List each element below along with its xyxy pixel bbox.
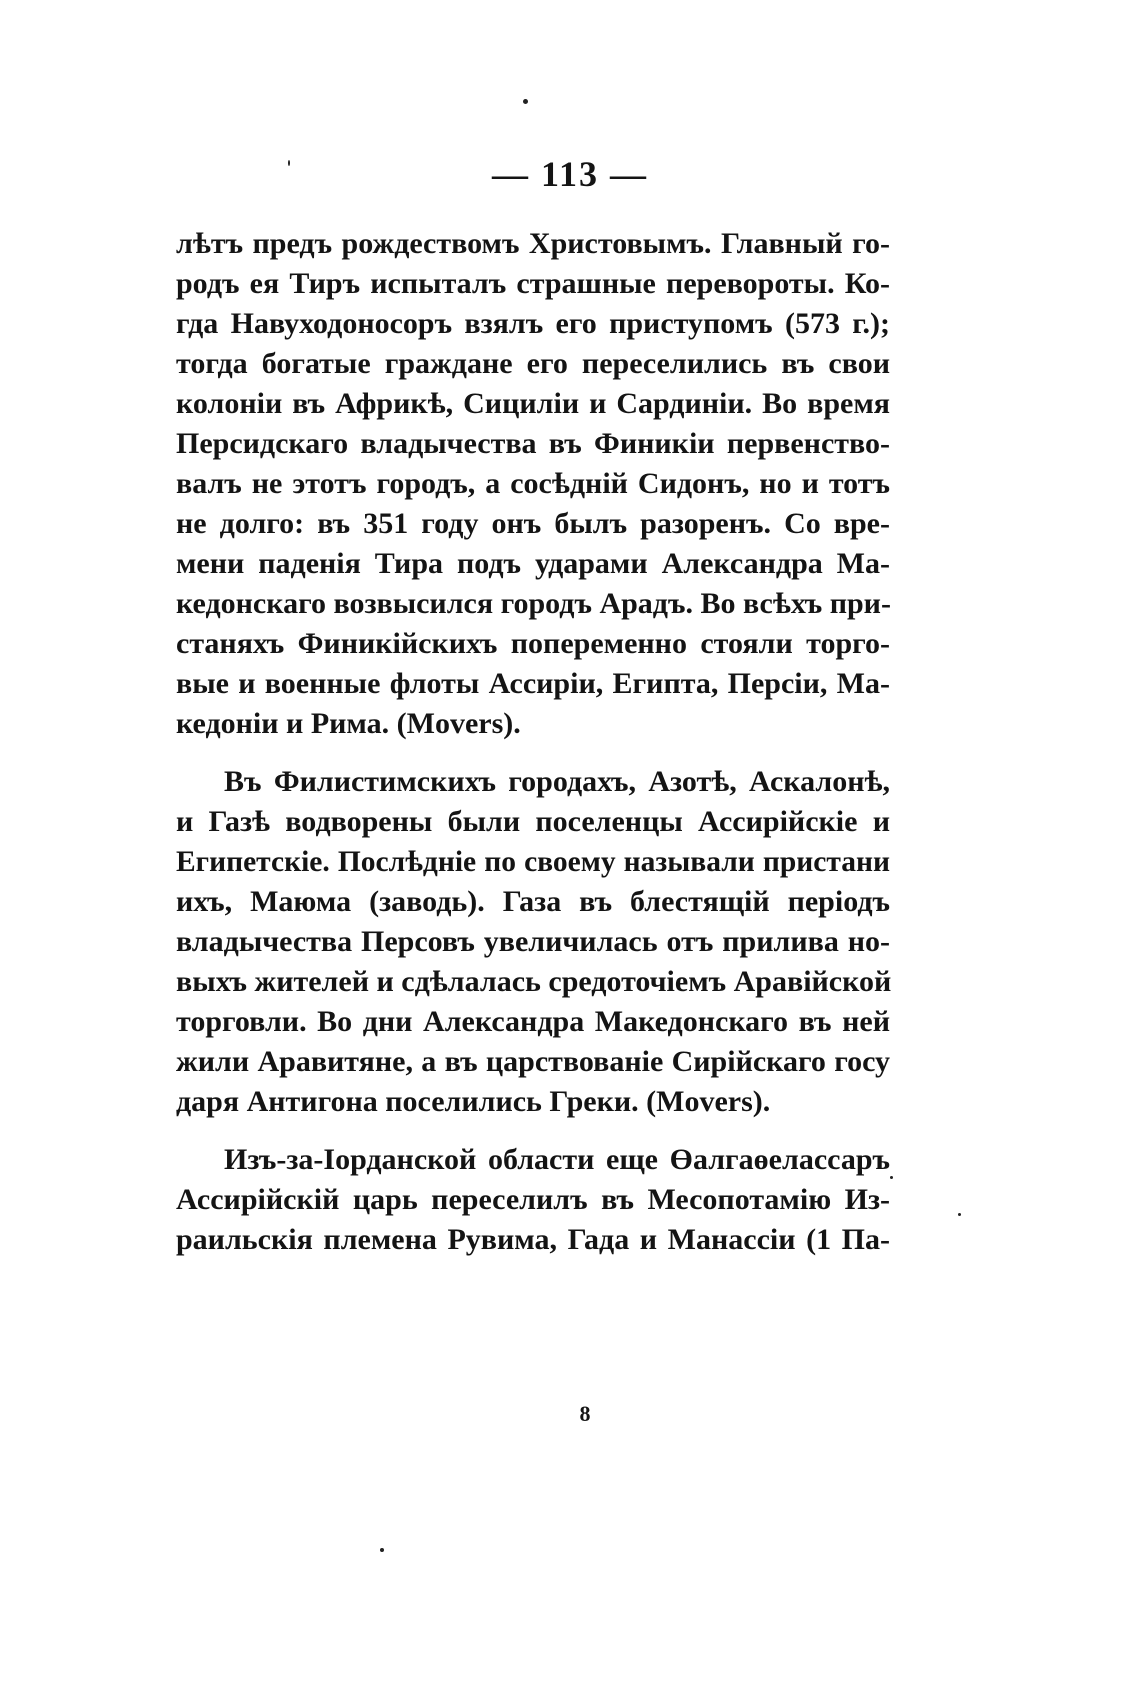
text-line: Ассирійскій царь переселилъ въ Месопотамію Из- [176,1183,890,1216]
scan-speck [288,160,290,166]
text-line: даря Антигона поселились Греки. (Movers). [176,1085,771,1118]
paragraph-1 [176,224,890,744]
text-line: Египетскіе. Послѣдніе по своему называли пристани [176,846,890,878]
text-line: Изъ-за-Іорданской области еще Өалгаөелассаръ [224,1143,890,1176]
paragraph-3 [176,1140,890,1260]
text-line: гда Навуходоносоръ взялъ его приступомъ (573 г.); [176,307,890,340]
text-line: раильскія племена Рувима, Гада и Манассіи (1 Па- [176,1223,890,1256]
text-line: торговли. Во дни Александра Македонскаго въ ней [176,1005,890,1038]
text-line: Въ Филистимскихъ городахъ, Азотѣ, Аскалонѣ, [224,765,890,798]
text-line: тогда богатые граждане его переселились въ свои [176,347,890,380]
text-line: не долго: въ 351 году онъ былъ разоренъ. Со вре- [176,507,890,540]
text-line: и Газѣ водворены были поселенцы Ассирійскіе и [176,805,890,838]
text-line: кедонскаго возвысился городъ Арадъ. Во всѣхъ при- [176,587,891,620]
text-line: мени паденія Тира подъ ударами Александра Ма- [176,547,890,580]
scan-speck [380,1548,384,1552]
page-number: — 113 — [491,154,648,194]
text-line: владычества Персовъ увеличилась отъ прилива но- [176,925,890,958]
text-line: колоніи въ Африкѣ, Сициліи и Сардиніи. Во время [176,387,890,420]
text-line: лѣтъ предъ рождествомъ Христовымъ. Главный го- [176,227,890,260]
text-line: выхъ жителей и сдѣлалась средоточіемъ Аравійской [176,965,892,998]
text-line: кедоніи и Рима. (Movers). [176,707,521,740]
printer-signature-mark: 8 [579,1401,591,1426]
text-line: ихъ, Маюма (заводь). Газа въ блестящій періодъ [176,885,890,918]
scan-speck [523,99,528,104]
text-line: жили Аравитяне, а въ царствованіе Сирійскаго госу [176,1045,890,1078]
text-line: станяхъ Финикійскихъ попеременно стояли торго- [176,627,890,660]
text-line: вые и военные флоты Ассиріи, Египта, Персіи, Ма- [176,667,890,700]
text-line: родъ ея Тиръ испыталъ страшные перевороты. Ко- [176,267,890,300]
text-line: Персидскаго владычества въ Финикіи первенство- [176,427,890,460]
scan-speck [958,1213,961,1216]
scan-speck [890,1176,893,1179]
paragraph-2 [176,762,890,1122]
body-text [176,224,890,1260]
text-line: валъ не этотъ городъ, а сосѣдній Сидонъ, но и тотъ [176,467,890,500]
